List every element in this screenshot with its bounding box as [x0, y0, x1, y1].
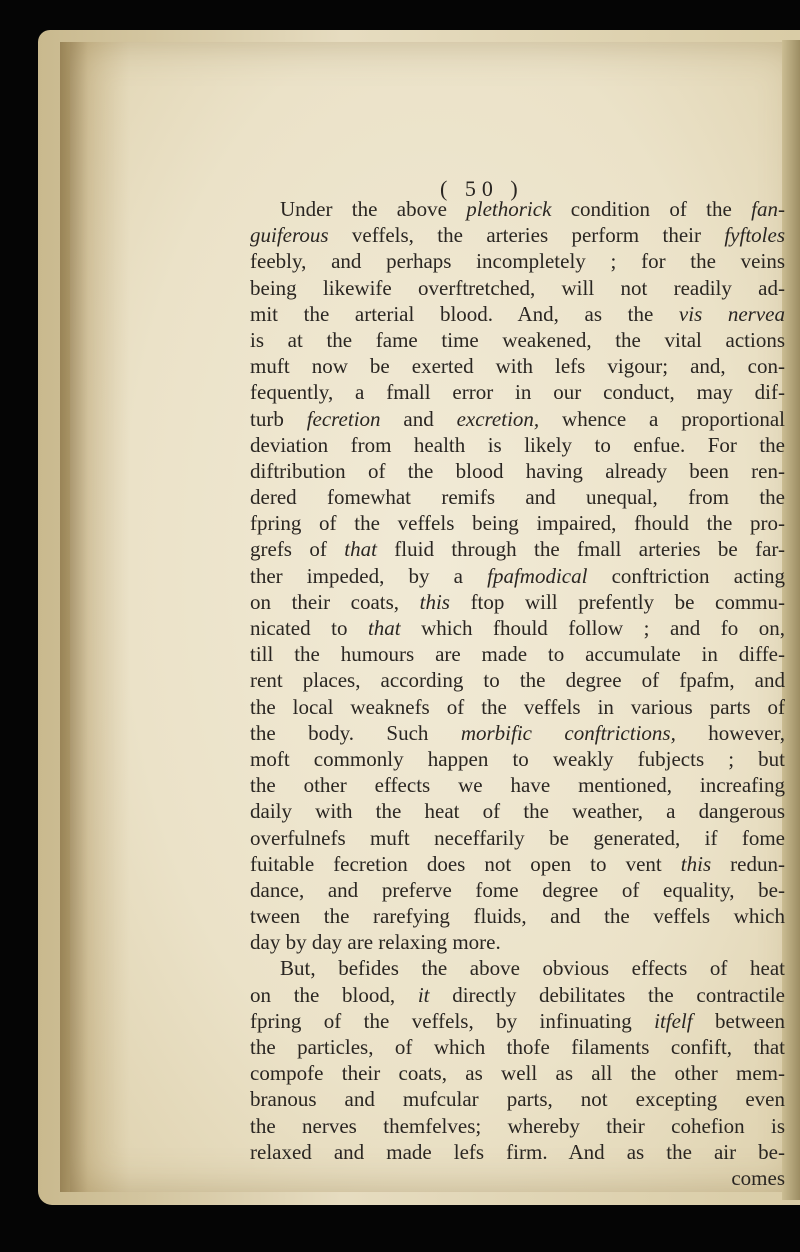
text-run: till the humours are made to accumulate in diffe-	[250, 642, 785, 667]
text-line	[250, 458, 785, 484]
text-line	[250, 720, 785, 746]
text-line	[250, 301, 785, 327]
text-run: branous and mufcular parts, not excepting even	[250, 1087, 785, 1112]
text-run: condition of the	[551, 197, 752, 221]
text-line	[250, 746, 785, 772]
text-line	[250, 222, 785, 248]
italic-text: guiferous	[250, 223, 329, 248]
text-run: nicated to	[250, 616, 368, 640]
text-run: compofe their coats, as well as all the other mem-	[250, 1061, 785, 1086]
text-run: being likewife overftretched, will not readily ad-	[250, 275, 785, 300]
text-run: however,	[675, 720, 786, 745]
text-run: fuitable fecretion does not open to vent	[250, 851, 681, 876]
italic-text: itfelf	[654, 1008, 693, 1033]
text-run: fequently, a fmall error in our conduct, may dif-	[250, 380, 785, 405]
text-line	[250, 929, 785, 955]
text-line	[250, 379, 785, 405]
text-run: on their coats,	[250, 589, 420, 614]
catchword: comes	[731, 1165, 785, 1190]
italic-text: plethorick	[466, 197, 552, 221]
text-line	[250, 1008, 785, 1034]
text-line	[250, 851, 785, 877]
text-run: relaxed and made lefs firm. And as the air be-	[250, 1139, 785, 1164]
text-run: daily with the heat of the weather, a dangerous	[250, 799, 785, 824]
text-line	[250, 353, 785, 379]
text-line	[250, 798, 785, 824]
text-run: the other effects we have mentioned, increafing	[250, 773, 785, 798]
text-line	[250, 667, 785, 693]
italic-text: fan-	[751, 197, 785, 221]
text-line	[250, 641, 785, 667]
text-run: dered fomewhat remifs and unequal, from the	[250, 485, 785, 510]
italic-text: fecretion	[306, 406, 381, 431]
text-run: turb	[250, 406, 307, 431]
text-run: day by day are relaxing more.	[250, 930, 501, 955]
text-run: conftriction acting	[587, 563, 786, 588]
text-run: whence a proportional	[539, 406, 786, 431]
text-run: rent places, according to the degree of fpafm, and	[250, 668, 785, 693]
italic-text: it	[417, 982, 430, 1007]
text-line	[250, 1086, 785, 1112]
text-run: the nerves themfelves; whereby their cohefion is	[250, 1113, 785, 1138]
text-line	[250, 248, 785, 274]
text-run: the body. Such	[250, 720, 461, 745]
text-run: deviation from health is likely to enfue. For the	[250, 432, 785, 457]
text-run: fpring of the veffels being impaired, fhould the pro-	[250, 511, 785, 536]
text-line	[250, 406, 785, 432]
text-line	[250, 484, 785, 510]
text-run: redun-	[711, 851, 785, 876]
text-run: But, befides the above obvious effects of heat	[280, 956, 785, 981]
text-run: fpring of the veffels, by infinuating	[250, 1008, 655, 1033]
text-run: grefs of	[250, 537, 345, 562]
text-lines	[250, 168, 785, 1165]
text-line	[250, 432, 785, 458]
italic-text: that	[367, 616, 401, 640]
text-run: diftribution of the blood having already been ren-	[250, 458, 785, 483]
text-run: is at the fame time weakened, the vital actions	[250, 327, 785, 352]
text-run: moft commonly happen to weakly fubjects ; but	[250, 746, 785, 771]
text-line	[250, 196, 785, 222]
text-run: feebly, and perhaps incompletely ; for the veins	[250, 249, 785, 274]
italic-text: excretion,	[456, 406, 540, 431]
text-run: directly debilitates the contractile	[429, 982, 785, 1007]
italic-text: vis nervea	[678, 301, 785, 326]
text-run: overfulnefs muft neceffarily be generated, if fome	[250, 825, 785, 850]
text-line	[250, 327, 785, 353]
text-run: the local weaknefs of the veffels in various parts of	[250, 694, 785, 719]
text-run: mit the arterial blood. And, as the	[250, 301, 679, 326]
text-line	[250, 275, 785, 301]
text-run: Under the above	[280, 197, 467, 221]
text-run: muft now be exerted with lefs vigour; and, con-	[250, 354, 785, 379]
italic-text: morbific conftrictions,	[460, 720, 676, 745]
text-run: ftop will prefently be commu-	[449, 589, 785, 614]
text-line	[250, 1113, 785, 1139]
text-run: fluid through the fmall arteries be far-	[376, 537, 785, 562]
text-run: and	[380, 406, 457, 431]
italic-text: fpafmodical	[487, 563, 588, 588]
italic-text: this	[419, 589, 450, 614]
text-run: veffels, the arteries perform their	[328, 223, 725, 248]
text-line	[250, 772, 785, 798]
text-line	[250, 589, 785, 615]
italic-text: fyftoles	[724, 223, 785, 248]
italic-text: that	[344, 537, 377, 562]
text-line	[250, 1060, 785, 1086]
text-line	[250, 825, 785, 851]
text-line	[250, 510, 785, 536]
text-run: dance, and preferve fome degree of equality, be-	[250, 877, 785, 902]
body-text	[250, 168, 785, 1191]
text-line	[250, 536, 785, 562]
text-line	[250, 903, 785, 929]
text-line	[250, 1139, 785, 1165]
text-line	[250, 1034, 785, 1060]
text-line	[250, 955, 785, 981]
text-line	[250, 877, 785, 903]
italic-text: this	[680, 851, 712, 876]
text-line	[250, 615, 785, 641]
text-run: the particles, of which thofe filaments confift, that	[250, 1035, 785, 1059]
text-run: on the blood,	[250, 982, 418, 1007]
text-run: ther impeded, by a	[250, 563, 488, 588]
text-line	[250, 694, 785, 720]
text-line	[250, 982, 785, 1008]
text-line	[250, 563, 785, 589]
text-run: tween the rarefying fluids, and the veffels which	[250, 904, 785, 929]
text-run: which fhould follow ; and fo on,	[400, 616, 786, 640]
text-run: between	[692, 1008, 785, 1033]
page-number: ( 50 )	[440, 176, 524, 201]
